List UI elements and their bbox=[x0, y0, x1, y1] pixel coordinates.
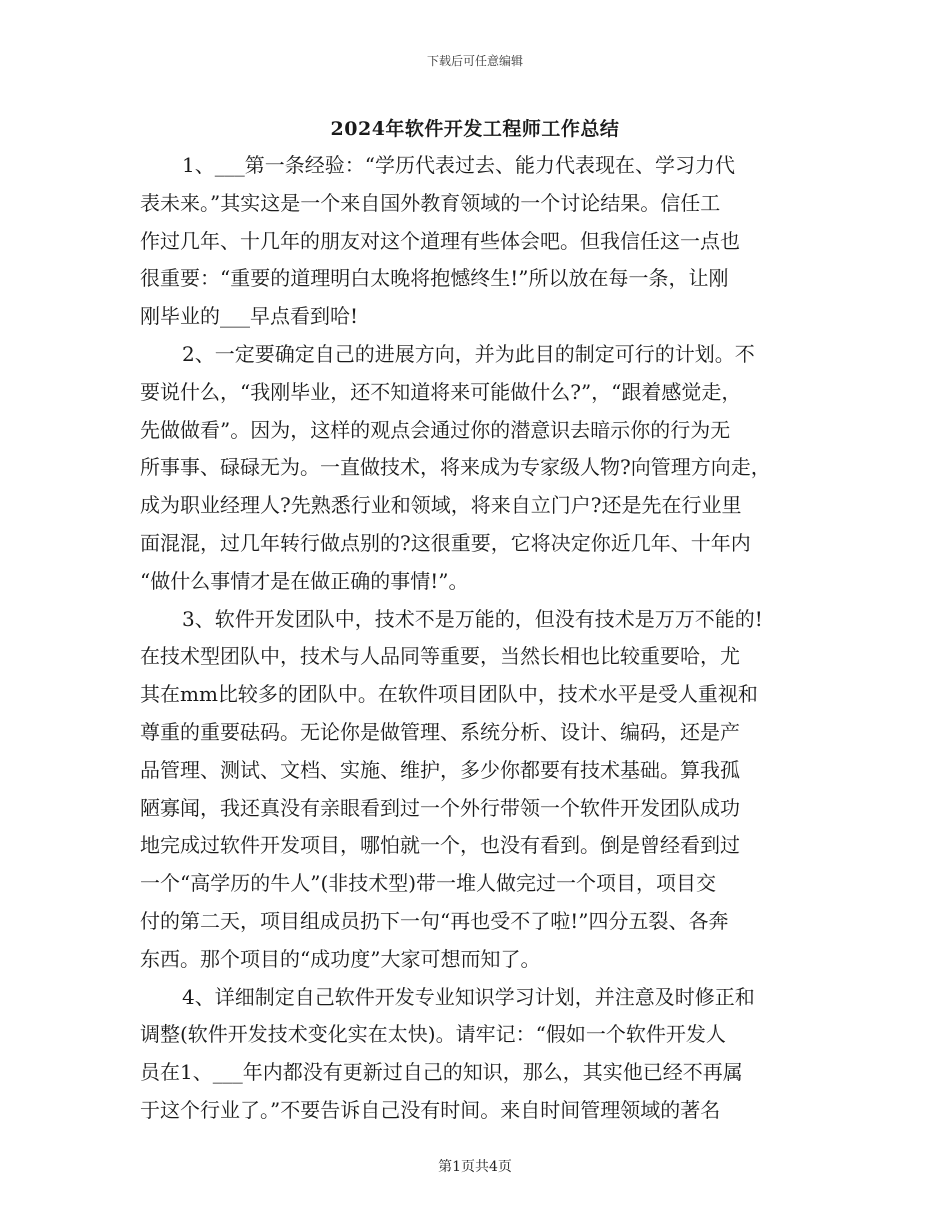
paragraph-line: 调整(软件开发技术变化实在太快)。请牢记：“假如一个软件开发人 bbox=[140, 1022, 726, 1047]
paragraph-line: 先做做看”。因为，这样的观点会通过你的潜意识去暗示你的行为无 bbox=[140, 417, 731, 442]
paragraph-line: 在技术型团队中，技术与人品同等重要，当然长相也比较重要哈，尤 bbox=[140, 644, 740, 669]
paragraph-line: 1、___第一条经验：“学历代表过去、能力代表现在、学习力代 bbox=[182, 153, 735, 177]
paragraph-line: 要说什么，“我刚毕业，还不知道将来可能做什么?”，“跟着感觉走， bbox=[140, 379, 742, 404]
paragraph-line: “做什么事情才是在做正确的事情!”。 bbox=[140, 568, 469, 593]
paragraph-1 bbox=[140, 147, 812, 336]
paragraph-line: 4、详细制定自己软件开发专业知识学习计划，并注意及时修正和 bbox=[182, 984, 755, 1009]
paragraph-line: 3、软件开发团队中，技术不是万能的，但没有技术是万万不能的! bbox=[182, 606, 763, 631]
paragraph-line: 2、一定要确定自己的进展方向，并为此目的制定可行的计划。不 bbox=[182, 341, 755, 366]
paragraph-line: 作过几年、十几年的朋友对这个道理有些体会吧。但我信任这一点也 bbox=[140, 228, 740, 253]
paragraph-3 bbox=[140, 601, 812, 979]
paragraph-2 bbox=[140, 336, 812, 601]
page-header: 下载后可任意编辑 bbox=[426, 54, 523, 68]
paragraph-line: 东西。那个项目的“成功度”大家可想而知了。 bbox=[140, 946, 541, 971]
paragraph-4 bbox=[140, 979, 812, 1130]
paragraph-line: 成为职业经理人?先熟悉行业和领域，将来自立门户?还是先在行业里 bbox=[140, 493, 742, 518]
paragraph-line: 其在mm比较多的团队中。在软件项目团队中，技术水平是受人重视和 bbox=[140, 682, 758, 707]
document-body bbox=[140, 147, 812, 1130]
paragraph-line: 刚毕业的___早点看到哈! bbox=[140, 304, 359, 329]
page-footer: 第1页共4页 bbox=[438, 1159, 512, 1175]
paragraph-line: 于这个行业了。”不要告诉自己没有时间。来自时间管理领域的著名 bbox=[140, 1097, 721, 1122]
paragraph-line: 员在1、___年内都没有更新过自己的知识，那么，其实他已经不再属 bbox=[140, 1060, 743, 1085]
document-title: 2024年软件开发工程师工作总结 bbox=[330, 118, 620, 140]
paragraph-line: 品管理、测试、文档、实施、维护，多少你都要有技术基础。算我孤 bbox=[140, 757, 740, 782]
paragraph-line: 表未来。”其实这是一个来自国外教育领域的一个讨论结果。信任工 bbox=[140, 190, 721, 215]
paragraph-line: 尊重的重要砝码。无论你是做管理、系统分析、设计、编码，还是产 bbox=[140, 719, 740, 744]
paragraph-line: 所事事、碌碌无为。一直做技术，将来成为专家级人物?向管理方向走， bbox=[140, 455, 771, 480]
paragraph-line: 付的第二天，项目组成员扔下一句“再也受不了啦!”四分五裂、各奔 bbox=[140, 908, 729, 933]
paragraph-line: 很重要：“重要的道理明白太晚将抱憾终生!”所以放在每一条，让刚 bbox=[140, 266, 729, 291]
paragraph-line: 面混混，过几年转行做点别的?这很重要，它将决定你近几年、十年内 bbox=[140, 530, 751, 555]
paragraph-line: 陋寡闻，我还真没有亲眼看到过一个外行带领一个软件开发团队成功 bbox=[140, 795, 740, 820]
paragraph-line: 一个“高学历的牛人”(非技术型)带一堆人做完过一个项目，项目交 bbox=[140, 871, 717, 896]
paragraph-line: 地完成过软件开发项目，哪怕就一个，也没有看到。倒是曾经看到过 bbox=[140, 833, 740, 858]
